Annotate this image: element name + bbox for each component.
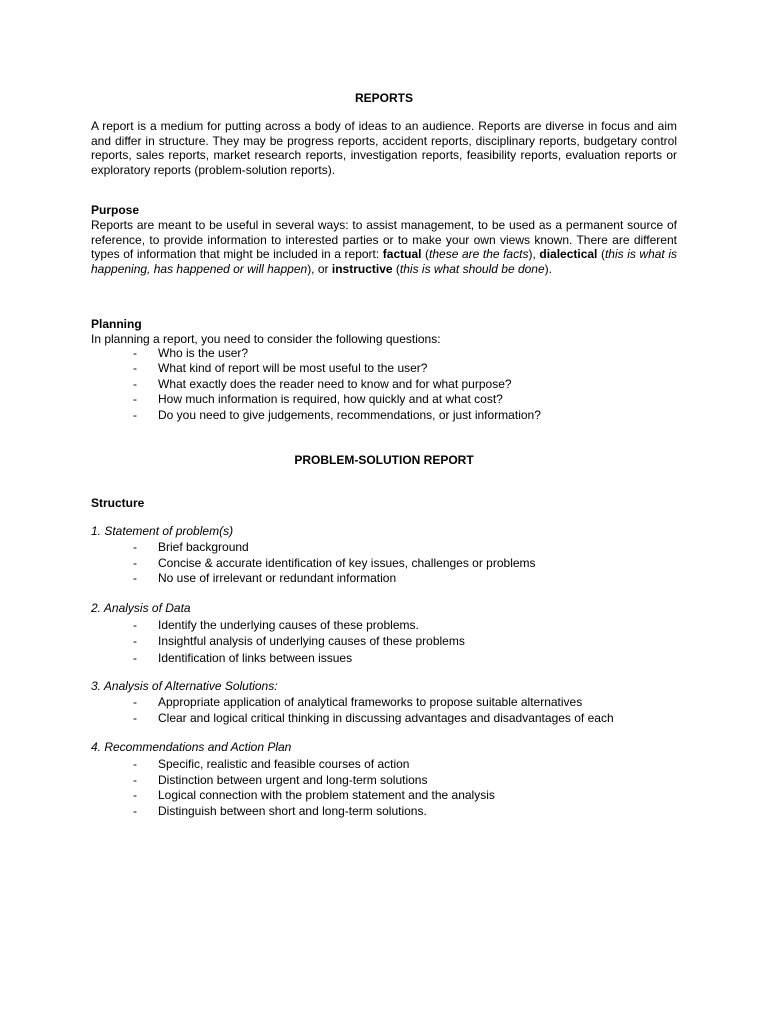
document-title: REPORTS: [354, 91, 413, 105]
list-item-text: Specific, realistic and feasible courses of action: [158, 757, 410, 771]
section-3-list: [133, 694, 614, 727]
list-item: [133, 650, 465, 666]
instructive-note: this is what should be done: [399, 261, 545, 276]
list-item: [133, 788, 495, 804]
section-heading-2: 2. Analysis of Data: [91, 601, 191, 615]
bullet-dash: -: [133, 650, 137, 665]
list-item: [133, 408, 541, 423]
bullet-dash: -: [133, 803, 137, 818]
list-item: [133, 540, 536, 556]
list-item-text: Concise & accurate identification of key issues, challenges or problems: [158, 555, 536, 570]
list-item-text: Distinction between urgent and long-term solutions: [158, 772, 428, 787]
bullet-dash: -: [133, 555, 137, 570]
list-item: [133, 617, 465, 633]
dialectical-term: dialectical: [539, 247, 598, 262]
list-item: [133, 361, 541, 376]
section-heading-1: 1. Statement of problem(s): [91, 524, 234, 538]
list-item-text: No use of irrelevant or redundant information: [158, 571, 397, 586]
list-item-text: Identify the underlying causes of these problems.: [158, 618, 419, 632]
bullet-dash: -: [133, 392, 137, 407]
list-item: [133, 773, 495, 789]
list-item-text: Insightful analysis of underlying causes of these problems: [158, 634, 465, 649]
list-item-text: Do you need to give judgements, recommendations, or just information?: [158, 407, 541, 422]
bullet-dash: -: [133, 711, 137, 726]
bullet-dash: -: [133, 757, 137, 771]
list-item-text: Brief background: [158, 540, 249, 554]
bullet-dash: -: [133, 540, 137, 554]
factual-term: factual: [382, 247, 422, 262]
bullet-dash: -: [133, 634, 137, 649]
planning-intro: In planning a report, you need to consider the following questions:: [91, 332, 441, 346]
bullet-dash: -: [133, 788, 137, 803]
bullet-dash: -: [133, 772, 137, 787]
list-item-text: Identification of links between issues: [158, 650, 353, 665]
section-heading-4: 4. Recommendations and Action Plan: [91, 740, 292, 754]
list-item: [133, 633, 465, 649]
section-heading-3: 3. Analysis of Alternative Solutions:: [91, 679, 278, 693]
dialectical-note: this is what is happening, has happened or will happen: [91, 247, 677, 276]
factual-note: these are the facts: [429, 247, 529, 262]
list-item: [133, 346, 541, 361]
list-item-text: How much information is required, how quickly and at what cost?: [158, 392, 503, 407]
section-2-list: [133, 617, 465, 666]
list-item-text: What kind of report will be most useful to the user?: [158, 361, 428, 376]
purpose-text: Reports are meant to be useful in several ways: to assist management, to be used as a permanent source of reference, to provide information to interested parties or to make your own views known. There are different types of information that might be included in a report:: [91, 218, 677, 262]
list-item-text: What exactly does the reader need to know and for what purpose?: [158, 376, 512, 391]
list-item-text: Appropriate application of analytical frameworks to propose suitable alternatives: [158, 695, 583, 709]
instructive-term: instructive: [331, 261, 393, 276]
list-item-text: Who is the user?: [158, 346, 249, 360]
bullet-dash: -: [133, 571, 137, 586]
bullet-dash: -: [133, 376, 137, 391]
bullet-dash: -: [133, 361, 137, 376]
list-item-text: Logical connection with the problem statement and the analysis: [158, 788, 495, 803]
list-item: [133, 710, 614, 726]
list-item: [133, 392, 541, 407]
list-item-text: Distinguish between short and long-term solutions.: [158, 803, 427, 818]
list-item: [133, 757, 495, 773]
bullet-dash: -: [133, 346, 137, 360]
list-item: [133, 556, 536, 572]
list-item-text: Clear and logical critical thinking in discussing advantages and disadvantages of each: [158, 711, 614, 726]
list-item: [133, 804, 495, 820]
bullet-dash: -: [133, 618, 137, 632]
bullet-dash: -: [133, 407, 137, 422]
structure-heading: Structure: [91, 496, 145, 510]
list-item: [133, 571, 536, 587]
intro-paragraph: A report is a medium for putting across a body of ideas to an audience. Reports are diverse in focus and aim and differ in structure. They may be progress reports, accident reports, disciplinary reports, budgetary control reports, sales reports, market research reports, investigation reports, feasibility reports, evaluation reports or exploratory reports (problem-solution reports).: [91, 119, 677, 177]
planning-heading: Planning: [91, 317, 142, 331]
list-item: [133, 694, 614, 710]
bullet-dash: -: [133, 695, 137, 709]
purpose-heading: Purpose: [91, 203, 140, 217]
problem-solution-title: PROBLEM-SOLUTION REPORT: [294, 453, 474, 467]
list-item: [133, 377, 541, 392]
planning-questions-list: [133, 346, 541, 423]
section-1-list: [133, 540, 536, 587]
section-4-list: [133, 757, 495, 819]
purpose-paragraph: Reports are meant to be useful in several ways: to assist management, to be used as a permanent source of reference, to provide information to interested parties or to make your own views known. There are different types of information that might be included in a report: factual (these are the facts), dialectical (this is what is happening, has happened or will happen), or instructive (this is what should be done).: [91, 218, 677, 276]
